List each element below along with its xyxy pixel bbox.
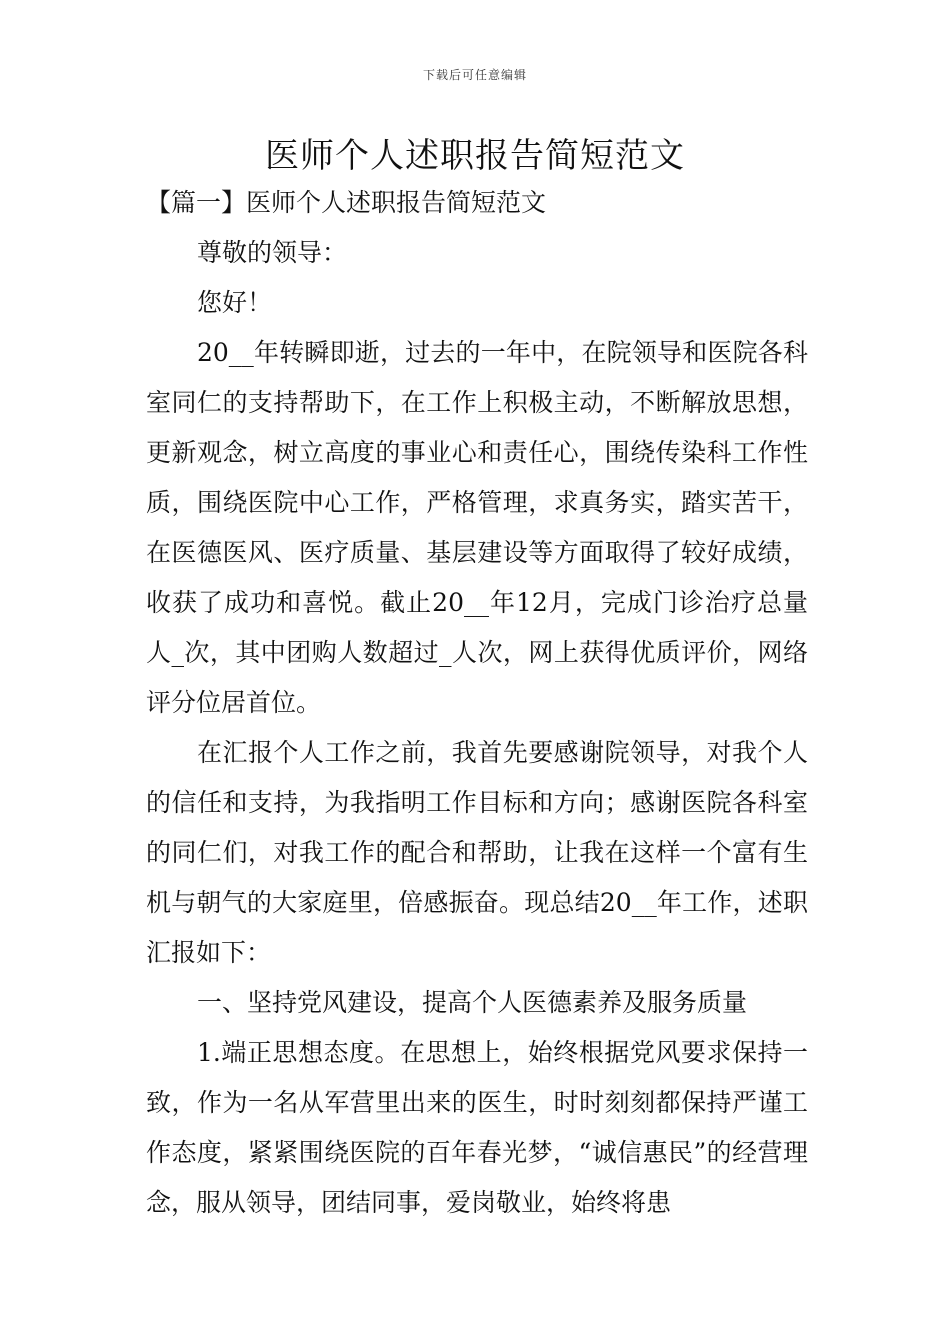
body-paragraph: 在汇报个人工作之前，我首先要感谢院领导，对我个人的信任和支持，为我指明工作目标和方向；感谢医院各科室的同仁们，对我工作的配合和帮助，让我在这样一个富有生机与朝气的大家庭里，倍感振奋。现总结20__年工作，述职汇报如下： [146, 738, 808, 967]
subsection-heading: 一、坚持党风建设，提高个人医德素养及服务质量 [197, 988, 748, 1017]
header-note: 下载后可任意编辑 [422, 68, 527, 82]
document-body [146, 178, 808, 1228]
document-title: 医师个人述职报告简短范文 [265, 136, 685, 176]
greeting: 您好！ [197, 288, 273, 317]
salutation: 尊敬的领导： [197, 238, 348, 267]
section-heading: 【篇一】医师个人述职报告简短范文 [146, 188, 547, 217]
body-paragraph: 1.端正思想态度。在思想上，始终根据党风要求保持一致，作为一名从军营里出来的医生，时时刻刻都保持严谨工作态度，紧紧围绕医院的百年春光梦，“诚信惠民”的经营理念，服从领导，团结同事，爱岗敬业，始终将患 [146, 1038, 808, 1217]
body-paragraph: 20__年转瞬即逝，过去的一年中，在院领导和医院各科室同仁的支持帮助下，在工作上积极主动，不断解放思想，更新观念，树立高度的事业心和责任心，围绕传染科工作性质，围绕医院中心工作，严格管理，求真务实，踏实苦干，在医德医风、医疗质量、基层建设等方面取得了较好成绩，收获了成功和喜悦。截止20__年12月，完成门诊治疗总量人_次，其中团购人数超过_人次，网上获得优质评价，网络评分位居首位。 [146, 338, 808, 717]
